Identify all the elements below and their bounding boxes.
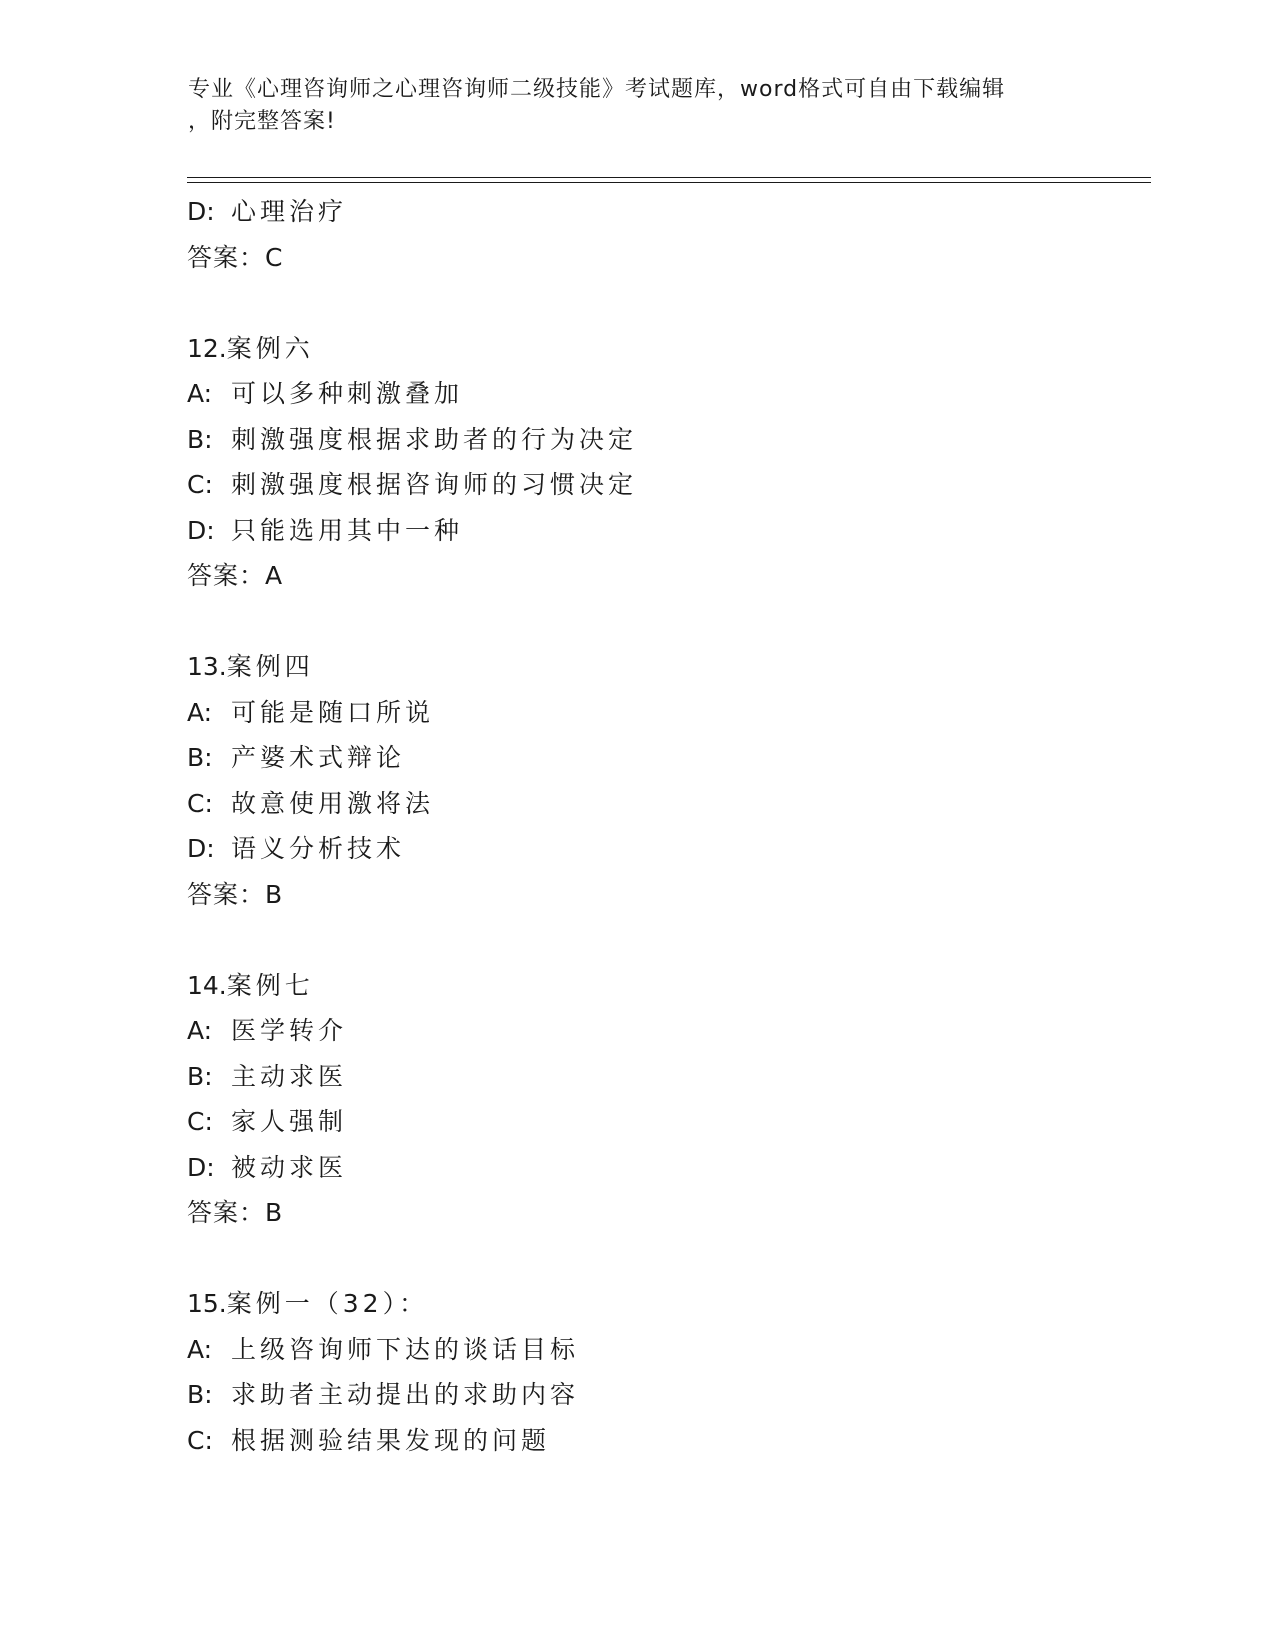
spacer [187,280,1137,326]
option-text: 医学转介 [231,1016,348,1045]
option-text: 产婆术式辩论 [231,743,406,772]
option-label: D: [187,834,215,863]
option-line [187,508,1137,554]
option-text: 主动求医 [231,1061,348,1091]
header-line-2: ，附完整答案! [188,109,336,134]
option-line [187,781,1137,827]
option-text: 求助者主动提出的求助内容 [231,1380,580,1409]
option-line [187,417,1137,463]
option-label: B: [187,743,213,772]
option-label: C: [187,1107,213,1136]
answer-line: 答案：B [187,879,284,909]
option-label: C: [187,788,213,818]
option-label: C: [187,1425,213,1455]
option-text: 故意使用激将法 [231,788,435,818]
question-text: 案例一（32）： [226,1289,429,1318]
question-text: 案例四 [226,652,314,681]
option-label: D: [187,197,215,226]
option-text: 家人强制 [231,1107,348,1136]
option-label: A: [187,379,213,408]
question-number: 14. [187,970,227,1000]
option-text: 被动求医 [231,1152,348,1182]
option-line [187,735,1137,781]
option-text: 只能选用其中一种 [231,515,464,545]
option-label: A: [187,697,213,727]
option-text: 可以多种刺激叠加 [231,379,464,408]
option-text: 语义分析技术 [231,834,406,863]
question-text: 案例六 [226,333,314,363]
question-text: 案例七 [226,970,314,1000]
question-number: 12. [187,333,227,363]
question-title [187,644,1137,690]
spacer [187,917,1137,963]
option-line [187,826,1137,872]
option-label: D: [187,1152,215,1182]
question-list [187,189,1137,1463]
question-title [187,326,1137,372]
option-label: B: [187,424,213,454]
option-line [187,1099,1137,1145]
option-line [187,1327,1137,1373]
answer-line: 答案：C [187,242,284,272]
question-title [187,963,1137,1009]
header-divider-bottom [187,182,1151,183]
answer-line: 答案：A [187,561,284,590]
option-line [187,1008,1137,1054]
option-label: B: [187,1061,213,1091]
option-line [187,1145,1137,1191]
option-line [187,189,1137,235]
option-line [187,690,1137,736]
option-line [187,1054,1137,1100]
option-text: 刺激强度根据求助者的行为决定 [231,424,638,454]
option-label: D: [187,515,215,545]
answer-line: 答案：B [187,1198,284,1227]
option-line [187,371,1137,417]
question-number: 15. [187,1289,227,1318]
option-text: 根据测验结果发现的问题 [231,1425,551,1455]
option-line [187,462,1137,508]
header-divider-top [187,177,1151,178]
option-text: 上级咨询师下达的谈话目标 [231,1334,580,1364]
option-line [187,1418,1137,1464]
option-text: 心理治疗 [231,197,348,226]
spacer [187,1236,1137,1282]
option-label: A: [187,1016,213,1045]
option-label: B: [187,1380,213,1409]
question-number: 13. [187,652,227,681]
question-title [187,1281,1137,1327]
option-label: C: [187,470,213,499]
option-text: 可能是随口所说 [231,697,435,727]
option-label: A: [187,1334,213,1364]
option-text: 刺激强度根据咨询师的习惯决定 [231,470,638,499]
option-line [187,1372,1137,1418]
spacer [187,599,1137,645]
header-line-1: 专业《心理咨询师之心理咨询师二级技能》考试题库，word格式可自由下载编辑 [188,77,1006,102]
page-header [188,74,1068,138]
